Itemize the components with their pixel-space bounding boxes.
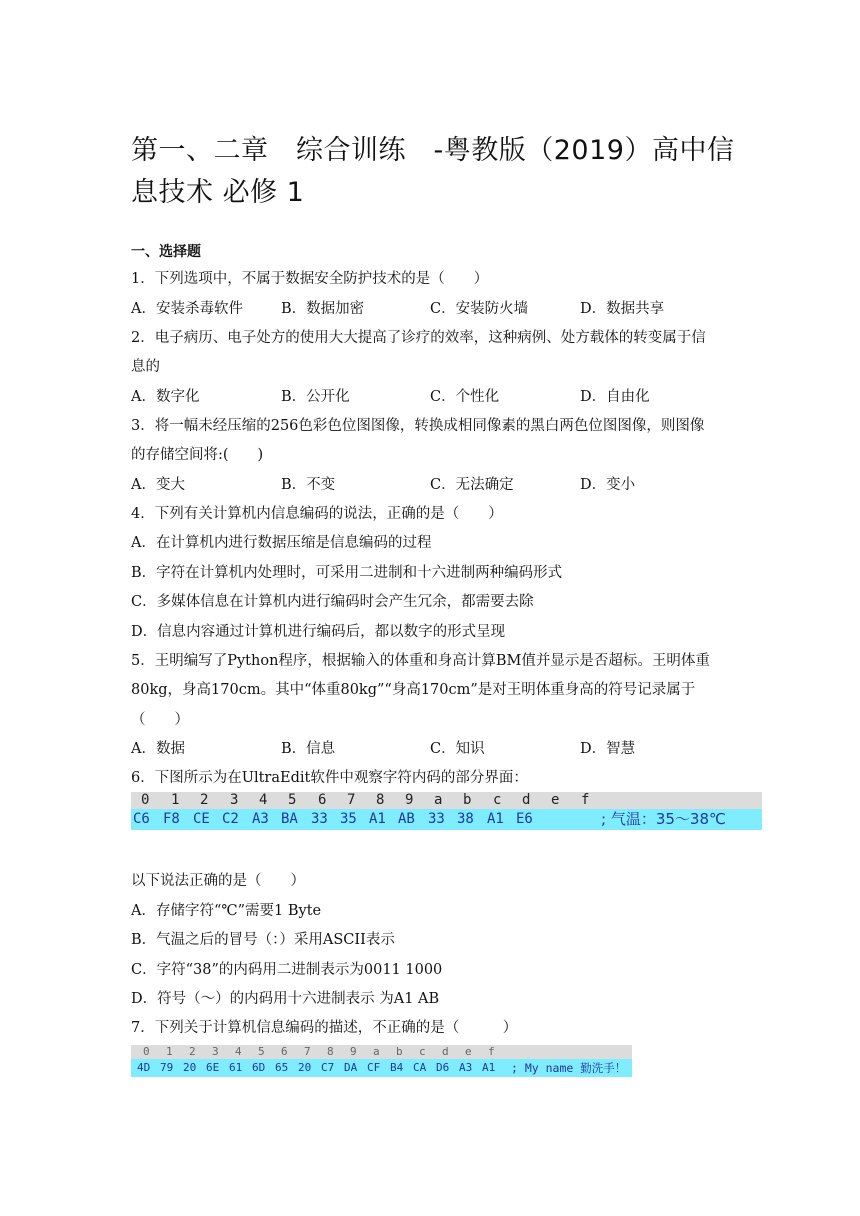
hex-byte: D6 — [436, 1061, 450, 1074]
hex-byte: C6 — [133, 811, 150, 827]
hex-col-label: a — [434, 792, 443, 808]
hex-data-row — [131, 809, 762, 830]
hex-byte: A1 — [487, 811, 504, 827]
hex-byte: A1 — [369, 811, 386, 827]
q2-option-a: A．数字化 — [131, 389, 200, 405]
hex-col-label: 0 — [143, 1045, 150, 1058]
q3-option-c: C．无法确定 — [430, 477, 514, 493]
question-2-stem: 2．电子病历、电子处方的使用大大提高了诊疗的效率，这种病例、处方载体的转变属于信 — [131, 330, 706, 346]
hex-byte: F8 — [163, 811, 180, 827]
q1-option-d: D．数据共享 — [580, 301, 665, 317]
q6-option-d: D．符号（～）的内码用十六进制表示 为A1 AB — [131, 991, 440, 1007]
hex-col-label: e — [465, 1045, 472, 1058]
hex-col-label: 2 — [200, 792, 209, 808]
q2-option-b: B．公开化 — [281, 389, 350, 405]
question-4-stem: 4．下列有关计算机内信息编码的说法，正确的是（ ） — [131, 506, 503, 522]
q3-option-d: D．变小 — [580, 477, 636, 493]
q3-option-b: B．不变 — [281, 477, 336, 493]
hex-byte: 4D — [137, 1061, 151, 1074]
q4-option-c: C．多媒体信息在计算机内进行编码时会产生冗余，都需要去除 — [131, 594, 534, 610]
hex-col-label: f — [581, 792, 590, 808]
hex-col-label: 1 — [171, 792, 180, 808]
hex-byte: A3 — [459, 1061, 473, 1074]
q6-option-a: A．存储字符“℃”需要1 Byte — [131, 903, 322, 919]
hex-byte: A1 — [482, 1061, 496, 1074]
q4-option-b: B．字符在计算机内处理时，可采用二进制和十六进制两种编码形式 — [131, 565, 563, 581]
document-title: 第一、二章 综合训练 -粤教版（2019）高中信息技术 必修 1 — [131, 135, 735, 208]
hex-ascii-text: ; My name 勤洗手！ — [511, 1061, 627, 1075]
question-1-stem: 1．下列选项中，不属于数据安全防护技术的是（ ） — [131, 271, 489, 287]
hex-col-label: 8 — [376, 792, 385, 808]
hex-col-label: 3 — [230, 792, 239, 808]
hex-column-header — [131, 792, 762, 809]
question-3-stem: 3．将一幅未经压缩的256色彩色位图图像，转换成相同像素的黑白两色位图图像，则图像 — [131, 418, 705, 434]
q2-option-c: C．个性化 — [430, 389, 500, 405]
question-5-stem: 5．王明编写了Python程序，根据输入的体重和身高计算BM值并显示是否超标。王明体重 — [131, 653, 710, 669]
hex-byte: E6 — [516, 811, 533, 827]
hex-byte: 33 — [311, 811, 328, 827]
q5-option-b: B．信息 — [281, 741, 336, 757]
hex-col-label: 1 — [166, 1045, 173, 1058]
q5-option-c: C．知识 — [430, 741, 485, 757]
hex-col-label: d — [522, 792, 531, 808]
question-7-stem: 7．下列关于计算机信息编码的描述，不正确的是（ ） — [131, 1020, 518, 1036]
hex-col-label: 7 — [347, 792, 356, 808]
question-2-stem-cont: 息的 — [131, 359, 160, 375]
q5-option-d: D．智慧 — [580, 741, 636, 757]
q4-option-a: A．在计算机内进行数据压缩是信息编码的过程 — [131, 535, 432, 551]
hex-byte: CA — [413, 1061, 427, 1074]
hex-col-label: c — [493, 792, 502, 808]
hex-byte: DA — [344, 1061, 358, 1074]
hex-col-label: b — [396, 1045, 403, 1058]
hex-col-label: 9 — [405, 792, 414, 808]
hex-col-label: a — [373, 1045, 380, 1058]
hex-byte: 61 — [229, 1061, 243, 1074]
hex-col-label: c — [419, 1045, 426, 1058]
hex-byte: CE — [193, 811, 210, 827]
hex-col-label: e — [551, 792, 560, 808]
hex-col-label: 0 — [141, 792, 150, 808]
hex-byte: 79 — [160, 1061, 174, 1074]
q6-option-b: B．气温之后的冒号（：）采用ASCII表示 — [131, 932, 395, 948]
ultraedit-hex-view-2 — [131, 1045, 632, 1077]
hex-byte: A3 — [252, 811, 269, 827]
hex-byte: 35 — [340, 811, 357, 827]
section-heading: 一、选择题 — [131, 244, 201, 260]
q1-option-a: A．安装杀毒软件 — [131, 301, 243, 317]
question-5-stem-cont2: （ ） — [131, 712, 189, 728]
hex-byte: 20 — [183, 1061, 197, 1074]
hex-byte: 33 — [428, 811, 445, 827]
hex-col-label: 4 — [259, 792, 268, 808]
question-3-stem-cont: 的存储空间将:( ) — [131, 447, 264, 463]
hex-byte: 20 — [298, 1061, 312, 1074]
hex-col-label: 7 — [304, 1045, 311, 1058]
hex-col-label: d — [442, 1045, 449, 1058]
hex-ascii-text: ; 气温：35～38℃ — [601, 810, 726, 828]
hex-col-label: 5 — [258, 1045, 265, 1058]
hex-col-label: f — [488, 1045, 495, 1058]
hex-col-label: 3 — [212, 1045, 219, 1058]
hex-byte: 65 — [275, 1061, 289, 1074]
hex-column-header — [131, 1045, 632, 1059]
hex-col-label: 8 — [327, 1045, 334, 1058]
hex-byte: 6E — [206, 1061, 220, 1074]
question-6-stem: 6．下图所示为在UltraEdit软件中观察字符内码的部分界面： — [131, 770, 528, 786]
hex-col-label: b — [463, 792, 472, 808]
hex-col-label: 6 — [281, 1045, 288, 1058]
q2-option-d: D．自由化 — [580, 389, 650, 405]
ultraedit-hex-view-1 — [131, 792, 762, 830]
hex-col-label: 2 — [189, 1045, 196, 1058]
q5-option-a: A．数据 — [131, 741, 185, 757]
q4-option-d: D．信息内容通过计算机进行编码后，都以数字的形式呈现 — [131, 624, 506, 640]
q6-option-c: C．字符“38”的内码用二进制表示为0011 1000 — [131, 962, 443, 978]
q1-option-b: B．数据加密 — [281, 301, 365, 317]
hex-byte: CF — [367, 1061, 381, 1074]
hex-data-row — [131, 1059, 632, 1077]
hex-col-label: 5 — [288, 792, 297, 808]
hex-byte: C2 — [222, 811, 239, 827]
q1-option-c: C．安装防火墙 — [430, 301, 529, 317]
q3-option-a: A．变大 — [131, 477, 185, 493]
hex-byte: AB — [398, 811, 415, 827]
question-6-followup: 以下说法正确的是（ ） — [131, 873, 305, 889]
question-5-stem-cont: 80kg，身高170cm。其中“体重80kg”“身高170cm”是对王明体重身高的符号记录属于 — [131, 682, 696, 698]
hex-col-label: 9 — [350, 1045, 357, 1058]
hex-byte: 6D — [252, 1061, 266, 1074]
hex-byte: B4 — [390, 1061, 404, 1074]
hex-col-label: 6 — [318, 792, 327, 808]
hex-byte: BA — [281, 811, 298, 827]
hex-byte: 38 — [457, 811, 474, 827]
hex-col-label: 4 — [235, 1045, 242, 1058]
hex-byte: C7 — [321, 1061, 335, 1074]
